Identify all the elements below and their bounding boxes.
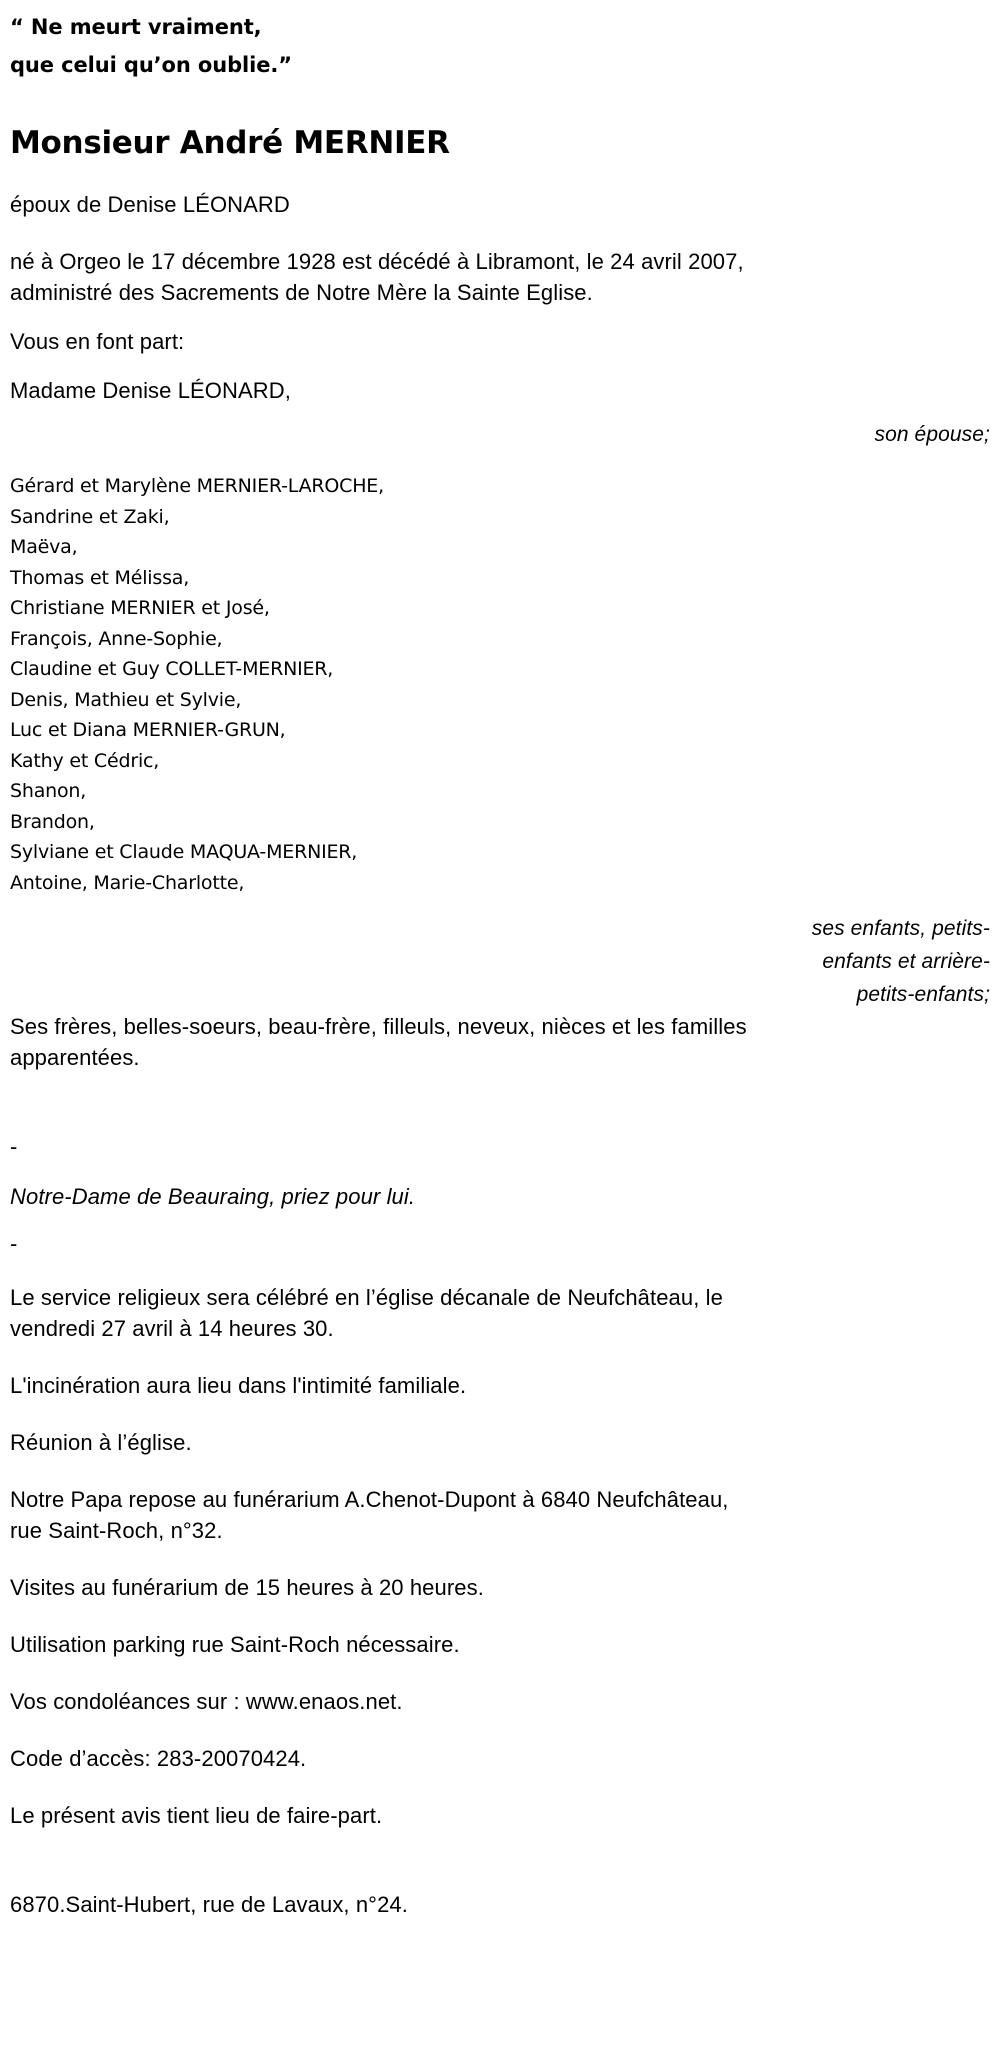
access-code-line: Code d’accès: 283-20070424. (10, 1746, 307, 1771)
list-item: François, Anne-Sophie, (10, 627, 223, 650)
birth-death-line-1: né à Orgeo le 17 décembre 1928 est décédé à Libramont, le 24 avril 2007, (10, 249, 744, 274)
list-item: Sylviane et Claude MAQUA-MERNIER, (10, 841, 358, 863)
cremation-line: L'incinération aura lieu dans l'intimité familiale. (10, 1373, 467, 1398)
list-item: Claudine et Guy COLLET-MERNIER, (10, 658, 334, 680)
extended-family-line-1: Ses frères, belles-soeurs, beau-frère, filleuls, neveux, nièces et les familles (10, 1014, 747, 1039)
closing-address-line: 6870.Saint-Hubert, rue de Lavaux, n°24. (10, 1892, 408, 1917)
list-item: Thomas et Mélissa, (10, 566, 190, 589)
list-item: Maëva, (10, 536, 78, 558)
list-item: Shanon, (10, 780, 87, 802)
list-item: Antoine, Marie-Charlotte, (10, 871, 245, 894)
list-item: Brandon, (10, 810, 95, 833)
list-item: Luc et Diana MERNIER-GRUN, (10, 719, 286, 741)
spouse-of-line: époux de Denise LÉONARD (10, 192, 290, 217)
deceased-name: Monsieur André MERNIER (10, 125, 450, 161)
list-item: Gérard et Marylène MERNIER-LAROCHE, (10, 475, 384, 497)
religious-service-line-1: Le service religieux sera célébré en l’église décanale de Neufchâteau, le (10, 1285, 723, 1310)
prayer-line: Notre-Dame de Beauraing, priez pour lui. (10, 1184, 416, 1209)
funeral-home-line-1: Notre Papa repose au funérarium A.Chenot-Dupont à 6840 Neufchâteau, (10, 1487, 729, 1512)
list-item: Kathy et Cédric, (10, 749, 160, 772)
visits-line: Visites au funérarium de 15 heures à 20 heures. (10, 1575, 484, 1600)
religious-service-line-2: vendredi 27 avril à 14 heures 30. (10, 1316, 334, 1341)
children-relation-label (10, 912, 992, 1011)
legal-notice-line: Le présent avis tient lieu de faire-part. (10, 1803, 383, 1828)
religious-service-block (10, 1282, 992, 1344)
quote-line-1: “ Ne meurt vraiment, (10, 15, 262, 39)
memorial-quote (10, 0, 992, 84)
funeral-home-block (10, 1484, 992, 1546)
extended-family-block (10, 1011, 992, 1073)
extended-family-line-2: apparentées. (10, 1045, 140, 1070)
birth-death-line-2: administré des Sacrements de Notre Mère la Sainte Eglise. (10, 280, 593, 305)
widow-relation-label: son épouse; (874, 423, 990, 446)
separator-dash-top: - (10, 1134, 18, 1159)
separator-dash-bottom: - (10, 1231, 18, 1256)
birth-death-block (10, 246, 992, 308)
list-item: Christiane MERNIER et José, (10, 597, 270, 619)
quote-line-2: que celui qu’on oublie.” (10, 53, 292, 77)
parking-line: Utilisation parking rue Saint-Roch nécessaire. (10, 1632, 460, 1657)
announcement-intro: Vous en font part: (10, 329, 185, 354)
gathering-line: Réunion à l’église. (10, 1430, 192, 1455)
funeral-home-line-2: rue Saint-Roch, n°32. (10, 1518, 223, 1543)
list-item: Sandrine et Zaki, (10, 505, 170, 528)
widow-name: Madame Denise LÉONARD, (10, 378, 291, 403)
condolences-line: Vos condoléances sur : www.enaos.net. (10, 1689, 403, 1714)
children-relation-line-2: enfants et arrière- (822, 950, 990, 973)
family-members-list (10, 471, 992, 898)
list-item: Denis, Mathieu et Sylvie, (10, 688, 242, 711)
children-relation-line-1: ses enfants, petits- (811, 917, 990, 940)
children-relation-line-3: petits-enfants; (856, 983, 990, 1006)
